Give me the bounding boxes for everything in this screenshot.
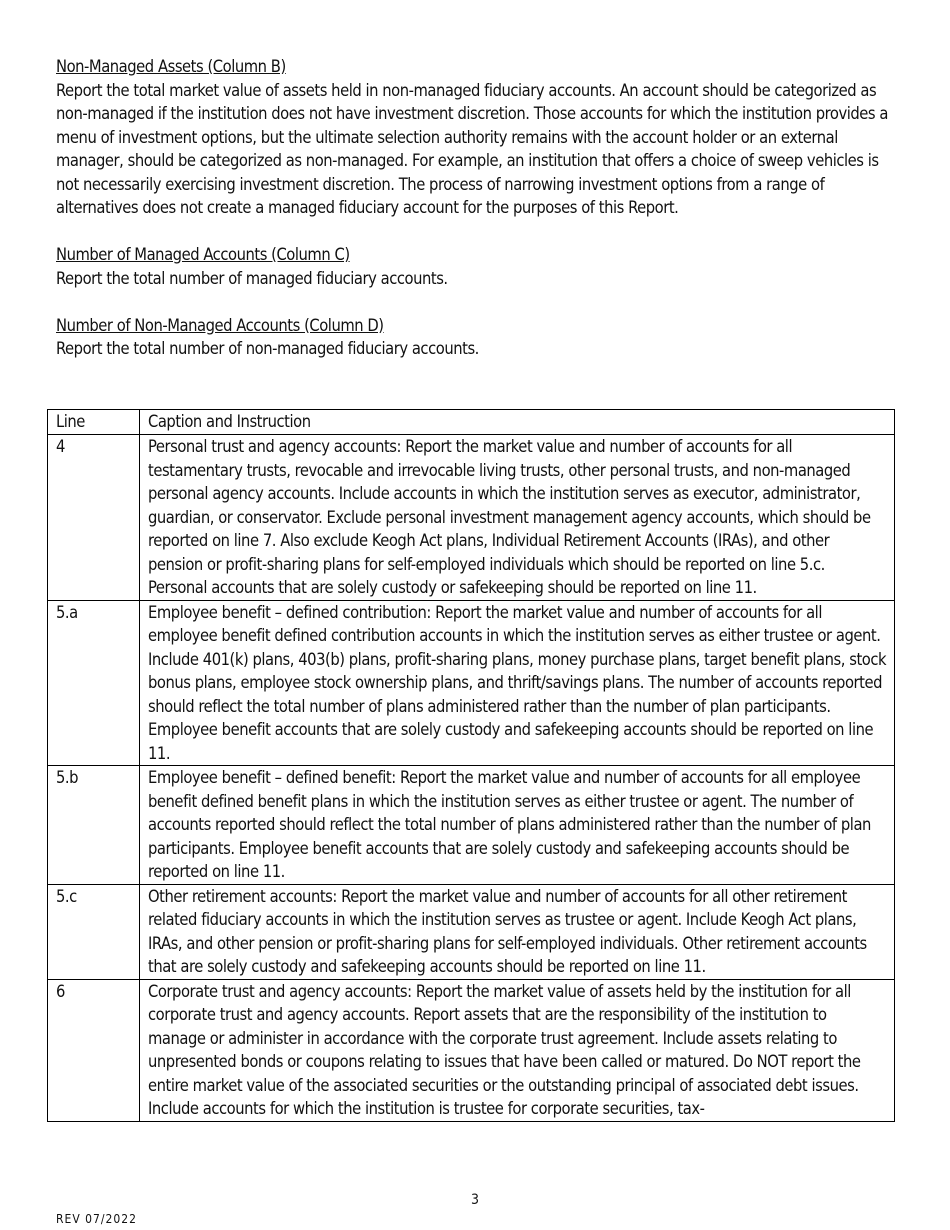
page-number: 3: [470, 1192, 479, 1208]
section-heading: Non-Managed Assets (Column B): [56, 57, 286, 76]
instruction-cell: Corporate trust and agency accounts: Report the market value of assets held by the institution for all corporate trust and agency accounts. Report assets that are the responsibility of the institution to manage or administer in accordance with the corporate trust agreement. Include assets relating to unpresented bonds or coupons relating to issues that have been called or matured. Do NOT report the entire market value of the associated securities or the outstanding principal of associated debt issues. Include accounts for which the institution is trustee for corporate securities, tax-: [140, 979, 895, 1121]
line-number-cell: 5.b: [48, 766, 140, 885]
instruction-cell: Other retirement accounts: Report the market value and number of accounts for all other retirement related fiduciary accounts in which the institution serves as trustee or agent. Include Keogh Act plans, IRAs, and other pension or profit-sharing plans for self-employed individuals. Other retirement accounts that are solely custody and safekeeping accounts should be reported on line 11.: [140, 884, 895, 979]
table-row: [48, 884, 895, 979]
instruction-cell: Employee benefit – defined benefit: Report the market value and number of accounts for all employee benefit defined benefit plans in which the institution serves as either trustee or agent. The number of accounts reported should reflect the total number of plans administered rather than the number of plan participants. Employee benefit accounts that are solely custody and safekeeping accounts should be reported on line 11.: [140, 766, 895, 885]
section-number-non-managed-accounts: [56, 314, 896, 361]
line-number-cell: 5.c: [48, 884, 140, 979]
instruction-cell: Personal trust and agency accounts: Report the market value and number of accounts for all testamentary trusts, revocable and irrevocable living trusts, other personal trusts, and non-managed personal agency accounts. Include accounts in which the institution serves as executor, administrator, guardian, or conservator. Exclude personal investment management agency accounts, which should be reported on line 7. Also exclude Keogh Act plans, Individual Retirement Accounts (IRAs), and other pension or profit-sharing plans for self-employed individuals which should be reported on line 5.c. Personal accounts that are solely custody or safekeeping should be reported on line 11.: [140, 435, 895, 601]
section-paragraph: Report the total number of managed fiduciary accounts.: [56, 268, 448, 288]
table-row: [48, 435, 895, 601]
table-row: [48, 979, 895, 1121]
instruction-cell: Employee benefit – defined contribution: Report the market value and number of accounts for all employee benefit defined contribution accounts in which the institution serves as either trustee or agent. Include 401(k) plans, 403(b) plans, profit-sharing plans, money purchase plans, target benefit plans, stock bonus plans, employee stock ownership plans, and thrift/savings plans. The number of accounts reported should reflect the total number of plans administered rather than the number of plan participants. Employee benefit accounts that are solely custody and safekeeping accounts should be reported on line 11.: [140, 600, 895, 766]
document-body: [56, 55, 896, 384]
section-heading: Number of Managed Accounts (Column C): [56, 245, 350, 264]
column-header-line: Line: [48, 410, 140, 435]
section-non-managed-assets: [56, 55, 896, 220]
section-paragraph: Report the total number of non-managed fiduciary accounts.: [56, 339, 479, 358]
line-number-cell: 6: [48, 979, 140, 1121]
column-header-caption: Caption and Instruction: [140, 410, 895, 435]
line-number-cell: 5.a: [48, 600, 140, 766]
revision-label: REV 07/2022: [56, 1212, 137, 1226]
section-heading: Number of Non-Managed Accounts (Column D): [56, 315, 384, 335]
section-paragraph: Report the total market value of assets held in non-managed fiduciary accounts. An account should be categorized as non-managed if the institution does not have investment discretion. Those accounts for which the institution provides a menu of investment options, but the ultimate selection authority remains with the account holder or an external manager, should be categorized as non-managed. For example, an institution that offers a choice of sweep vehicles is not necessarily exercising investment discretion. The process of narrowing investment options from a range of alternatives does not create a managed fiduciary account for the purposes of this Report.: [56, 80, 888, 217]
table-row: [48, 766, 895, 885]
section-number-managed-accounts: [56, 243, 896, 290]
line-number-cell: 4: [48, 435, 140, 601]
instructions-table: [47, 409, 895, 1122]
table-header-row: [48, 410, 895, 435]
table-row: [48, 600, 895, 766]
